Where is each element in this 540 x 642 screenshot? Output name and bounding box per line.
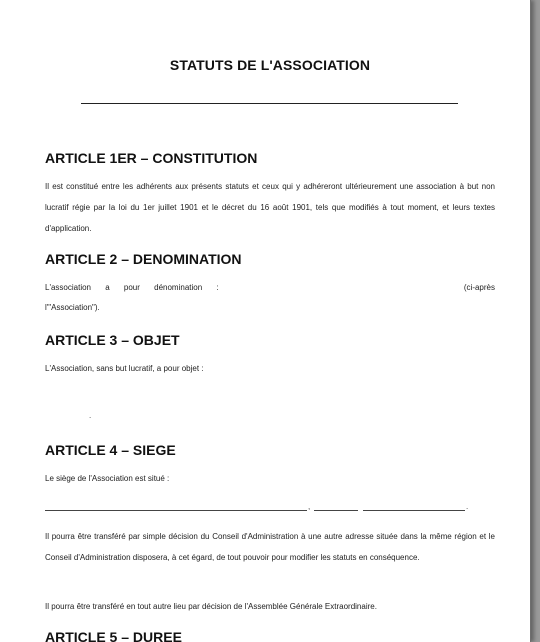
address-separator-period: .: [466, 502, 469, 511]
denomination-line: [45, 283, 495, 292]
address-blank-city: [363, 510, 465, 511]
object-blank-mark: .: [89, 411, 92, 420]
seat-transfer-agm-paragraph: Il pourra être transféré en tout autre lieu par décision de l'Assemblée Générale Extraordinaire.: [45, 602, 377, 611]
article-1-heading: ARTICLE 1ER – CONSTITUTION: [45, 150, 258, 166]
denomination-continuation: l'"Association").: [45, 303, 100, 312]
seat-intro: Le siège de l'Association est situé :: [45, 474, 170, 483]
article-4-heading: ARTICLE 4 – SIEGE: [45, 442, 176, 458]
article-2-heading: ARTICLE 2 – DENOMINATION: [45, 251, 242, 267]
article-5-heading: ARTICLE 5 – DUREE: [45, 629, 182, 642]
title-underline: [81, 103, 458, 104]
denomination-label: L'association a pour dénomination :: [45, 283, 219, 292]
document-title: STATUTS DE L'ASSOCIATION: [169, 57, 371, 73]
address-blank-street: [45, 510, 307, 511]
address-separator-comma: ,: [308, 502, 311, 511]
article-1-paragraph: Il est constitué entre les adhérents aux présents statuts et ceux qui y adhéreront ultérieurement une association à but non lucratif régie par la loi du 1er juillet 1901 et le décret du 16 août 1901, tels que modifiés à tout moment, et leurs textes d'application.: [45, 182, 495, 233]
denomination-suffix: (ci-après: [463, 283, 495, 292]
seat-transfer-paragraph: Il pourra être transféré par simple décision du Conseil d'Administration à une autre adresse située dans la même région et le Conseil d'Administration disposera, à cet égard, de tout pouvoir pour modifier les statuts en conséquence.: [45, 532, 495, 562]
object-intro: L'Association, sans but lucratif, a pour objet :: [45, 364, 204, 373]
article-3-heading: ARTICLE 3 – OBJET: [45, 332, 180, 348]
address-blank-postcode: [314, 510, 358, 511]
